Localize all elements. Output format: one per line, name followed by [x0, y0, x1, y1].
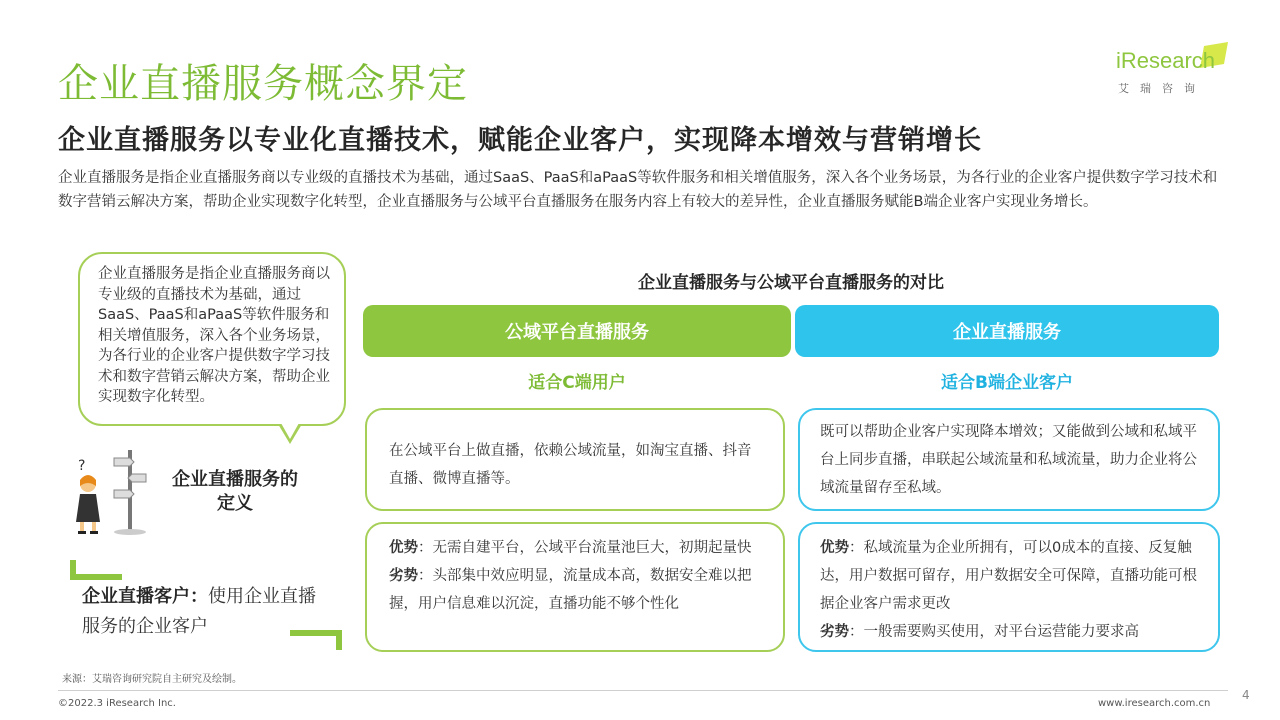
page-number: 4 — [1242, 688, 1250, 702]
definition-label-line2: 定义 — [217, 493, 253, 514]
website-link[interactable]: www.iresearch.com.cn — [1098, 698, 1211, 709]
enterprise-pros-cons — [798, 522, 1220, 652]
enterprise-disadvantages: 劣势：一般需要购买使用，对平台运营能力要求高 — [820, 624, 1139, 640]
client-text: 使用企业直播服务的企业客户 — [82, 586, 316, 637]
enterprise-description — [798, 408, 1220, 511]
public-platform-header: 公域平台直播服务 — [363, 305, 791, 357]
definition-bubble — [78, 252, 346, 426]
copyright: ©2022.3 iResearch Inc. — [58, 698, 176, 709]
corner-bracket-decoration — [70, 560, 122, 580]
svg-text:?: ? — [78, 458, 86, 474]
logo-subtitle: 艾瑞咨询 — [1118, 82, 1206, 95]
public-platform-target: 适合C端用户 — [528, 373, 626, 393]
corner-bracket-decoration — [290, 630, 342, 650]
public-platform-description — [365, 408, 785, 511]
intro-paragraph: 企业直播服务是指企业直播服务商以专业级的直播技术为基础，通过SaaS、PaaS和aPaaS等软件服务和相关增值服务，深入各个业务场景，为各行业的企业客户提供数字学习技术和数字营销云解决方案，帮助企业实现数字化转型，企业直播服务与公域平台直播服务在服务内容上有较大的差异性，企业直播服务赋能B端企业客户实现业务增长。 — [58, 170, 1218, 210]
public-platform-pros-cons — [365, 522, 785, 652]
enterprise-advantages: 优势：私域流量为企业所拥有，可以0成本的直接、反复触达，用户数据可留存，用户数据安全可保障，直播功能可根据企业客户需求更改 — [820, 540, 1197, 612]
iresearch-logo — [1112, 42, 1230, 96]
definition-label — [160, 468, 310, 516]
public-platform-advantages: 优势：无需自建平台，公域平台流量池巨大，初期起量快 — [389, 540, 752, 556]
enterprise-target: 适合B端企业客户 — [941, 373, 1073, 393]
client-label: 企业直播客户： — [82, 586, 208, 607]
public-platform-description-text: 在公域平台上做直播，依赖公域流量，如淘宝直播、抖音直播、微博直播等。 — [389, 443, 752, 487]
enterprise-description-text: 既可以帮助企业客户实现降本增效；又能做到公域和私域平台上同步直播，串联起公域流量和私域流量，助力企业将公域流量留存至私域。 — [820, 424, 1197, 496]
comparison-title: 企业直播服务与公域平台直播服务的对比 — [638, 273, 944, 293]
page-title: 企业直播服务概念界定 — [58, 61, 468, 107]
definition-label-line1: 企业直播服务的 — [172, 469, 298, 490]
logo-brand: iResearch — [1116, 48, 1216, 73]
page-subtitle: 企业直播服务以专业化直播技术，赋能企业客户，实现降本增效与营销增长 — [58, 125, 982, 156]
public-platform-disadvantages: 劣势：头部集中效应明显，流量成本高，数据安全难以把握，用户信息难以沉淀，直播功能不够个性化 — [389, 568, 752, 612]
footer-divider — [58, 690, 1228, 691]
thinking-person-illustration — [66, 440, 156, 540]
bubble-text: 企业直播服务是指企业直播服务商以专业级的直播技术为基础，通过SaaS、PaaS和aPaaS等软件服务和相关增值服务，深入各个业务场景，为各行业的企业客户提供数字学习技术和数字营销云解决方案，帮助企业实现数字化转型。 — [98, 266, 330, 405]
enterprise-header: 企业直播服务 — [795, 305, 1219, 357]
source-note: 来源：艾瑞咨询研究院自主研究及绘制。 — [62, 674, 242, 685]
